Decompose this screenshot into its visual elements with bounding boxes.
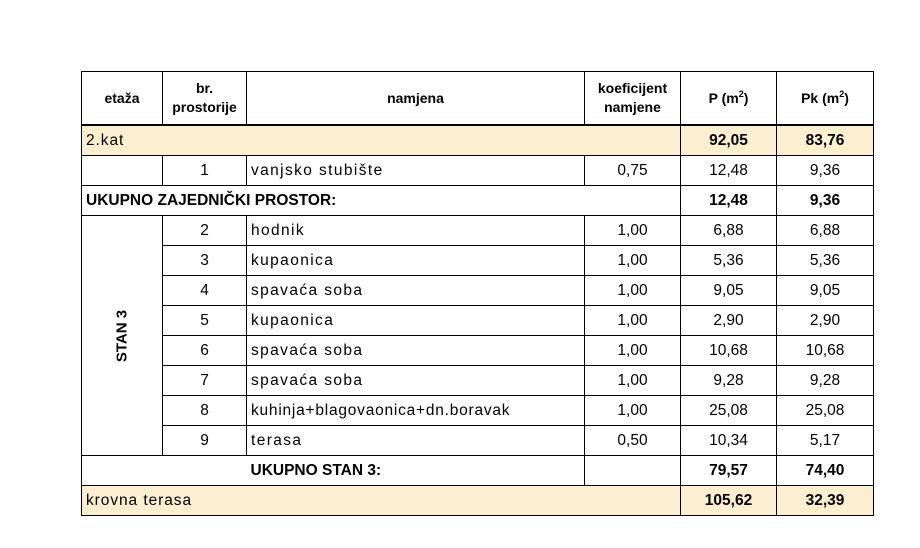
common-total-p: 12,48 [681,186,777,216]
stan-room-br: 9 [163,426,247,456]
stan-room-namjena: kupaonica [247,246,585,276]
common-room-row [82,156,874,186]
common-total-row [82,186,874,216]
stan-room-namjena: spavaća soba [247,276,585,306]
common-room-br: 1 [163,156,247,186]
area-table [81,71,874,516]
stan-room-p: 9,05 [681,276,777,306]
stan-room-namjena: hodnik [247,216,585,246]
stan-room-namjena: kuhinja+blagovaonica+dn.boravak [247,396,585,426]
stan-room-p: 10,68 [681,336,777,366]
common-room-etaza [82,156,163,186]
roof-label: krovna terasa [82,486,681,516]
floor-p: 92,05 [681,125,777,156]
stan-room-br: 7 [163,366,247,396]
common-room-pk: 9,36 [777,156,874,186]
stan-row-1 [82,246,874,276]
stan-room-p: 2,90 [681,306,777,336]
stan-room-koef: 1,00 [585,216,681,246]
stan-room-p: 9,28 [681,366,777,396]
stan-room-pk: 5,36 [777,246,874,276]
stan-room-br: 5 [163,306,247,336]
stan-row-6 [82,396,874,426]
stan-row-2 [82,276,874,306]
stan-room-p: 5,36 [681,246,777,276]
stan-room-p: 6,88 [681,216,777,246]
stan-room-pk: 10,68 [777,336,874,366]
stan-room-pk: 25,08 [777,396,874,426]
header-p-sup: 2 [738,89,744,100]
common-total-pk: 9,36 [777,186,874,216]
common-total-label: UKUPNO ZAJEDNIČKI PROSTOR: [82,186,585,216]
stan-label: STAN 3 [113,309,131,362]
stan-total-p: 79,57 [681,456,777,486]
stan-room-br: 3 [163,246,247,276]
stan-room-pk: 9,05 [777,276,874,306]
stan-room-namjena: spavaća soba [247,366,585,396]
stan-room-koef: 1,00 [585,336,681,366]
stan-room-pk: 9,28 [777,366,874,396]
stan-room-koef: 1,00 [585,306,681,336]
stan-room-br: 4 [163,276,247,306]
header-pk-close: ) [844,90,849,107]
stan-room-p: 25,08 [681,396,777,426]
floor-pk: 83,76 [777,125,874,156]
common-room-namjena: vanjsko stubište [247,156,585,186]
stan-room-namjena: spavaća soba [247,336,585,366]
header-etaza-text: etaža [104,89,140,106]
roof-p: 105,62 [681,486,777,516]
stan-label-cell [82,216,163,456]
common-total-koef [585,186,681,216]
stan-room-pk: 2,90 [777,306,874,336]
stan-room-namjena: kupaonica [247,306,585,336]
stan-row-3 [82,306,874,336]
floor-label: 2.kat [82,125,681,156]
stan-total-pk: 74,40 [777,456,874,486]
roof-pk: 32,39 [777,486,874,516]
common-room-p: 12,48 [681,156,777,186]
stan-room-br: 8 [163,396,247,426]
stan-row-4 [82,336,874,366]
header-br-line2: prostorije [172,99,237,115]
header-pk [777,72,874,126]
header-namjena-text: namjena [387,89,444,106]
stan-room-pk: 6,88 [777,216,874,246]
stan-total-koef [585,456,681,486]
stan-room-br: 6 [163,336,247,366]
stan-room-koef: 1,00 [585,246,681,276]
header-koef-line2: namjene [604,99,661,115]
header-p [681,72,777,126]
header-etaza [82,72,163,126]
stan-row-7 [82,426,874,456]
stan-total-row [82,456,874,486]
roof-row [82,486,874,516]
stan-total-label: UKUPNO STAN 3: [247,456,585,486]
header-pk-label: Pk (m [801,90,840,107]
stan-row-5 [82,366,874,396]
stan-room-koef: 1,00 [585,276,681,306]
stan-room-p: 10,34 [681,426,777,456]
header-koef-line1: koeficijent [597,80,668,97]
common-room-koef: 0,75 [585,156,681,186]
header-br [163,72,247,126]
header-namjena [247,72,585,126]
header-pk-sup: 2 [839,89,845,100]
table-body [82,72,874,516]
stan-total-spacer [82,456,247,486]
stan-room-koef: 1,00 [585,366,681,396]
header-row [82,72,874,126]
header-p-label: P (m [708,90,739,107]
stan-room-koef: 0,50 [585,426,681,456]
header-br-line1: br. [195,80,214,97]
stan-room-koef: 1,00 [585,396,681,426]
stan-row-0 [82,216,874,246]
stan-room-br: 2 [163,216,247,246]
header-koef [585,72,681,126]
header-p-close: ) [743,90,749,107]
stan-room-pk: 5,17 [777,426,874,456]
stan-room-namjena: terasa [247,426,585,456]
floor-row [82,125,874,156]
